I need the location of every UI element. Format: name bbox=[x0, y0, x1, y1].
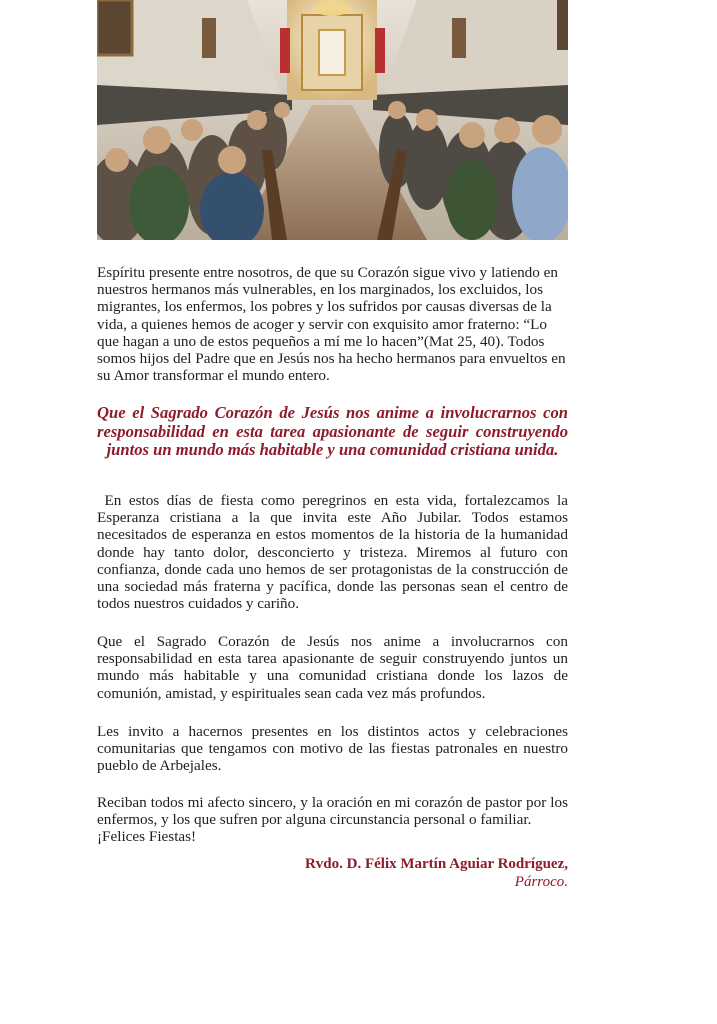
paragraph-esperanza-text: En estos días de fiesta como peregrinos en esta vida, fortalezcamos la Esperanza cristiana a la que invita este Año Jubilar. Todos estamos necesitados de esperanza en estos momentos de la historia de la humanidad donde hay tanto dolor, desconcierto y tristeza. Miremos al futuro con confianza, donde cada uno hemos de ser protagonistas de la construcción de una sociedad más fraterna y pacífica, donde las personas sean el centro de todos nuestros cuidados y cariño. bbox=[97, 492, 568, 613]
paragraph-sagrado-corazon bbox=[97, 633, 568, 702]
signature-role: Párroco. bbox=[514, 874, 568, 890]
church-interior-photo bbox=[97, 0, 568, 240]
paragraph-esperanza bbox=[97, 492, 568, 612]
signature-name: Rvdo. D. Félix Martín Aguiar Rodríguez, bbox=[304, 856, 568, 872]
paragraph-greeting-text: Reciban todos mi afecto sincero, y la oración en mi corazón de pastor por los enfermos, y los que sufren por alguna circunstancia personal o familiar. bbox=[97, 794, 568, 829]
church-photo-illustration bbox=[97, 0, 568, 240]
felices-fiestas: ¡Felices Fiestas! bbox=[97, 828, 197, 846]
highlighted-quote: Que el Sagrado Corazón de Jesús nos anime a involucrarnos con responsabilidad en esta tarea apasionante de seguir construyendo juntos un mundo más habitable y una comunidad cristiana unida. bbox=[97, 403, 568, 460]
intro-text: Espíritu presente entre nosotros, de que su Corazón sigue vivo y latiendo en nuestros hermanos más vulnerables, en los marginados, los excluidos, los migrantes, los enfermos, los pobres y los sufridos por causas diversas de la vida, a quienes hemos de acoger y servir con exquisito amor fraterno: “Lo que hagan a uno de estos pequeños a mí me lo hacen”(Mat 25, 40). Todos somos hijos del Padre que en Jesús nos ha hecho hermanos para envueltos en su Amor transformar el mundo entero. bbox=[97, 264, 566, 385]
paragraph-greeting bbox=[97, 794, 568, 846]
intro-paragraph bbox=[97, 264, 568, 384]
signature-block bbox=[305, 855, 568, 891]
paragraph-invitation-text: Les invito a hacernos presentes en los distintos actos y celebraciones comunitarias que tengamos con motivo de las fiestas patronales en nuestro pueblo de Arbejales. bbox=[97, 723, 568, 775]
paragraph-sagrado-corazon-text: Que el Sagrado Corazón de Jesús nos anime a involucrarnos con responsabilidad en esta tarea apasionante de seguir construyendo juntos un mundo más habitable y una comunidad cristiana donde los lazos de comunión, amistad, y espirituales sean cada vez más profundos. bbox=[97, 633, 568, 702]
paragraph-invitation bbox=[97, 723, 568, 775]
